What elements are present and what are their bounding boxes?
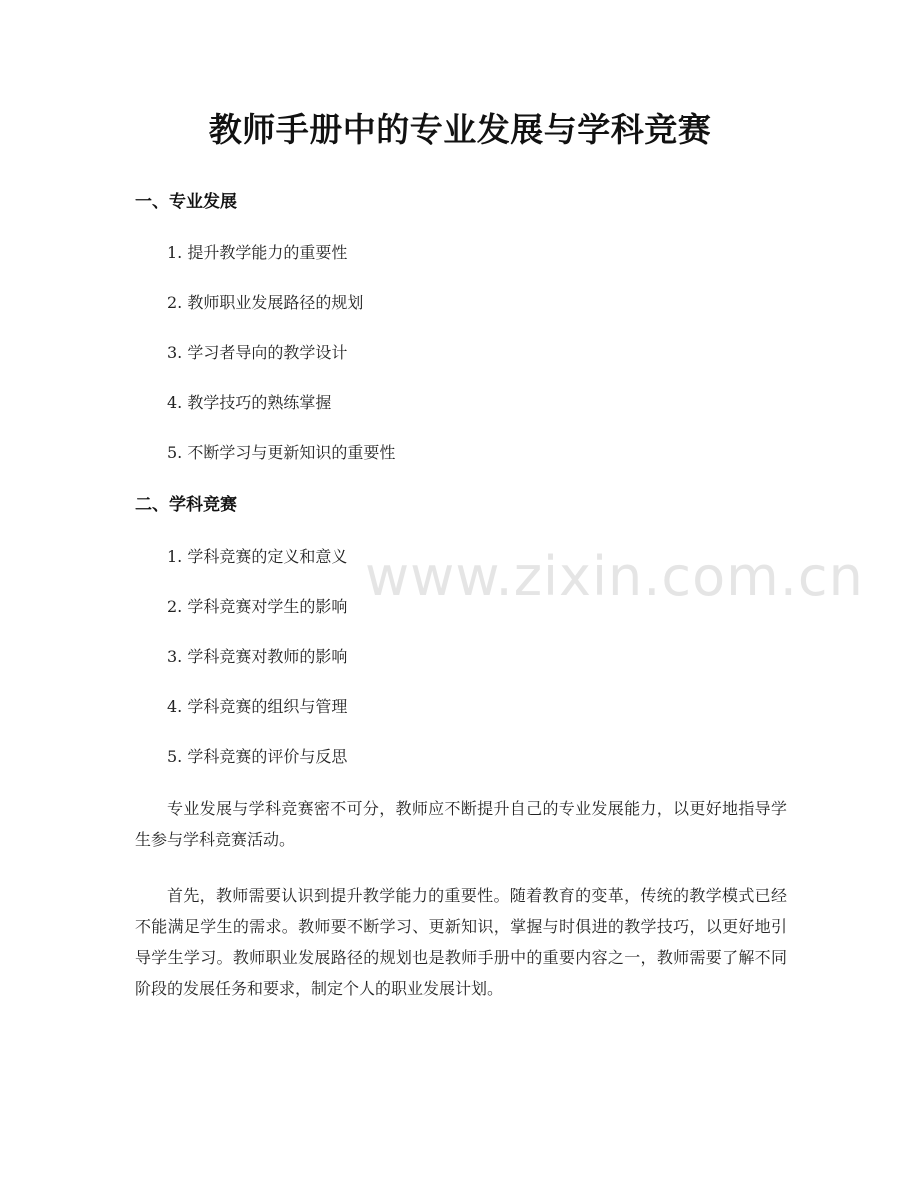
list-item: 4. 教学技巧的熟练掌握 [167,393,332,412]
body-paragraph: 专业发展与学科竞赛密不可分，教师应不断提升自己的专业发展能力，以更好地指导学生参与学科竞赛活动。 [135,799,787,849]
list-item: 1. 提升教学能力的重要性 [167,243,348,262]
list-item: 1. 学科竞赛的定义和意义 [167,547,348,566]
list-item: 5. 学科竞赛的评价与反思 [167,747,348,766]
list-item: 3. 学习者导向的教学设计 [167,343,348,362]
list-item: 2. 学科竞赛对学生的影响 [167,597,348,616]
list-item: 3. 学科竞赛对教师的影响 [167,647,348,666]
section-heading-professional-development: 一、专业发展 [135,192,237,212]
body-paragraph: 首先，教师需要认识到提升教学能力的重要性。随着教育的变革，传统的教学模式已经不能满足学生的需求。教师要不断学习、更新知识，掌握与时俱进的教学技巧，以更好地引导学生学习。教师职业发展路径的规划也是教师手册中的重要内容之一，教师需要了解不同阶段的发展任务和要求，制定个人的职业发展计划。 [135,886,787,998]
section-heading-subject-competition: 二、学科竞赛 [135,495,237,515]
document-title: 教师手册中的专业发展与学科竞赛 [208,110,712,149]
watermark: www.zixin.com.cn [365,545,864,608]
list-item: 2. 教师职业发展路径的规划 [167,293,364,312]
list-item: 4. 学科竞赛的组织与管理 [167,697,348,716]
list-item: 5. 不断学习与更新知识的重要性 [167,443,396,462]
